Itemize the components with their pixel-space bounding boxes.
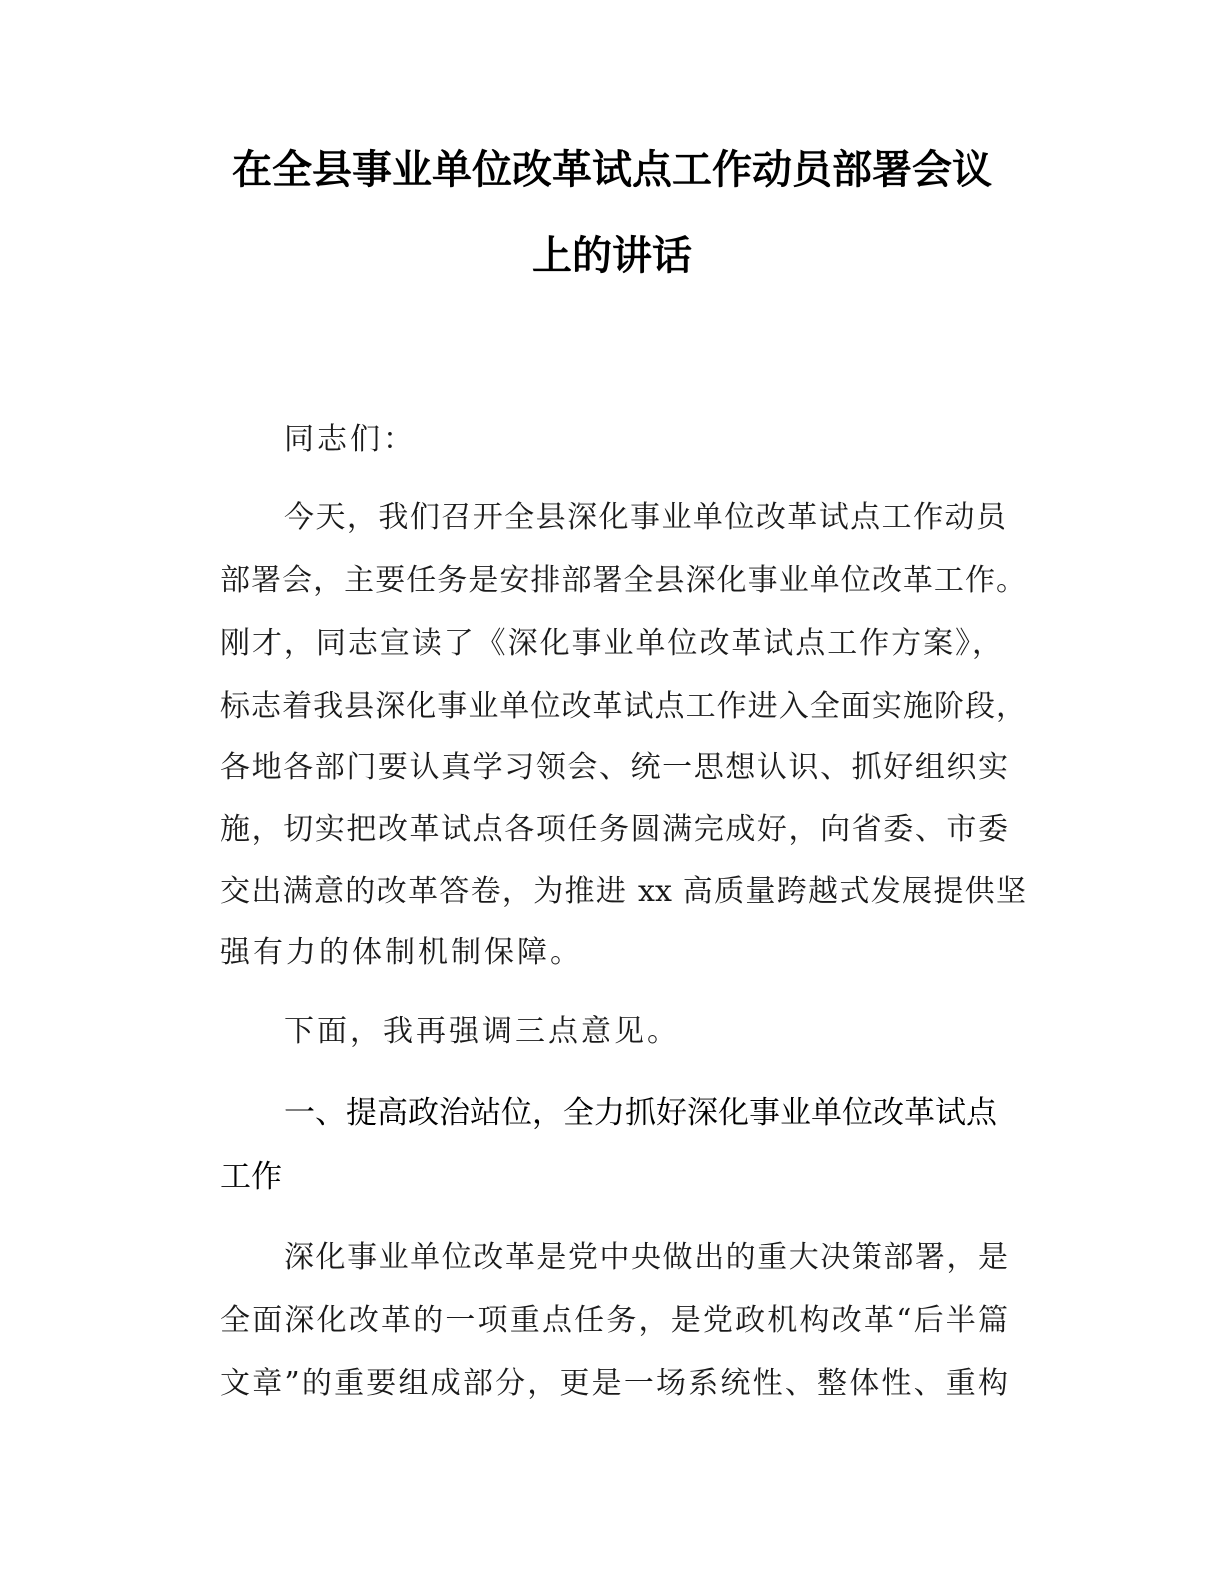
section-1-heading-line-1: 一、提高政治站位，全力抓好深化事业单位改革试点 <box>284 1095 997 1131</box>
paragraph-1-line-7: 交出满意的改革答卷，为推进 xx 高质量跨越式发展提供坚 <box>220 874 1026 909</box>
salutation: 同志们： <box>284 422 416 457</box>
paragraph-1-line-6: 施，切实把改革试点各项任务圆满完成好，向省委、市委 <box>220 812 1008 847</box>
paragraph-3-line-2: 全面深化改革的一项重点任务，是党政机构改革“后半篇 <box>220 1303 1008 1338</box>
document-title-line-2: 上的讲话 <box>532 233 692 279</box>
paragraph-1-line-1: 今天，我们召开全县深化事业单位改革试点工作动员 <box>284 500 1006 535</box>
paragraph-1-line-3: 刚才，同志宣读了《深化事业单位改革试点工作方案》， <box>220 626 1002 661</box>
paragraph-1-line-8: 强有力的体制机制保障。 <box>220 935 583 970</box>
paragraph-3-line-3: 文章”的重要组成部分，更是一场系统性、整体性、重构 <box>220 1366 1008 1401</box>
paragraph-1-line-2: 部署会，主要任务是安排部署全县深化事业单位改革工作。 <box>220 563 1026 598</box>
document-title-line-1: 在全县事业单位改革试点工作动员部署会议 <box>232 147 992 193</box>
paragraph-1-line-4: 标志着我县深化事业单位改革试点工作进入全面实施阶段， <box>220 689 1026 724</box>
section-1-heading-line-2: 工作 <box>220 1159 282 1195</box>
paragraph-3-line-1: 深化事业单位改革是党中央做出的重大决策部署，是 <box>284 1240 1008 1275</box>
paragraph-1-line-5: 各地各部门要认真学习领会、统一思想认识、抓好组织实 <box>220 750 1008 785</box>
paragraph-2: 下面，我再强调三点意见。 <box>284 1014 680 1049</box>
